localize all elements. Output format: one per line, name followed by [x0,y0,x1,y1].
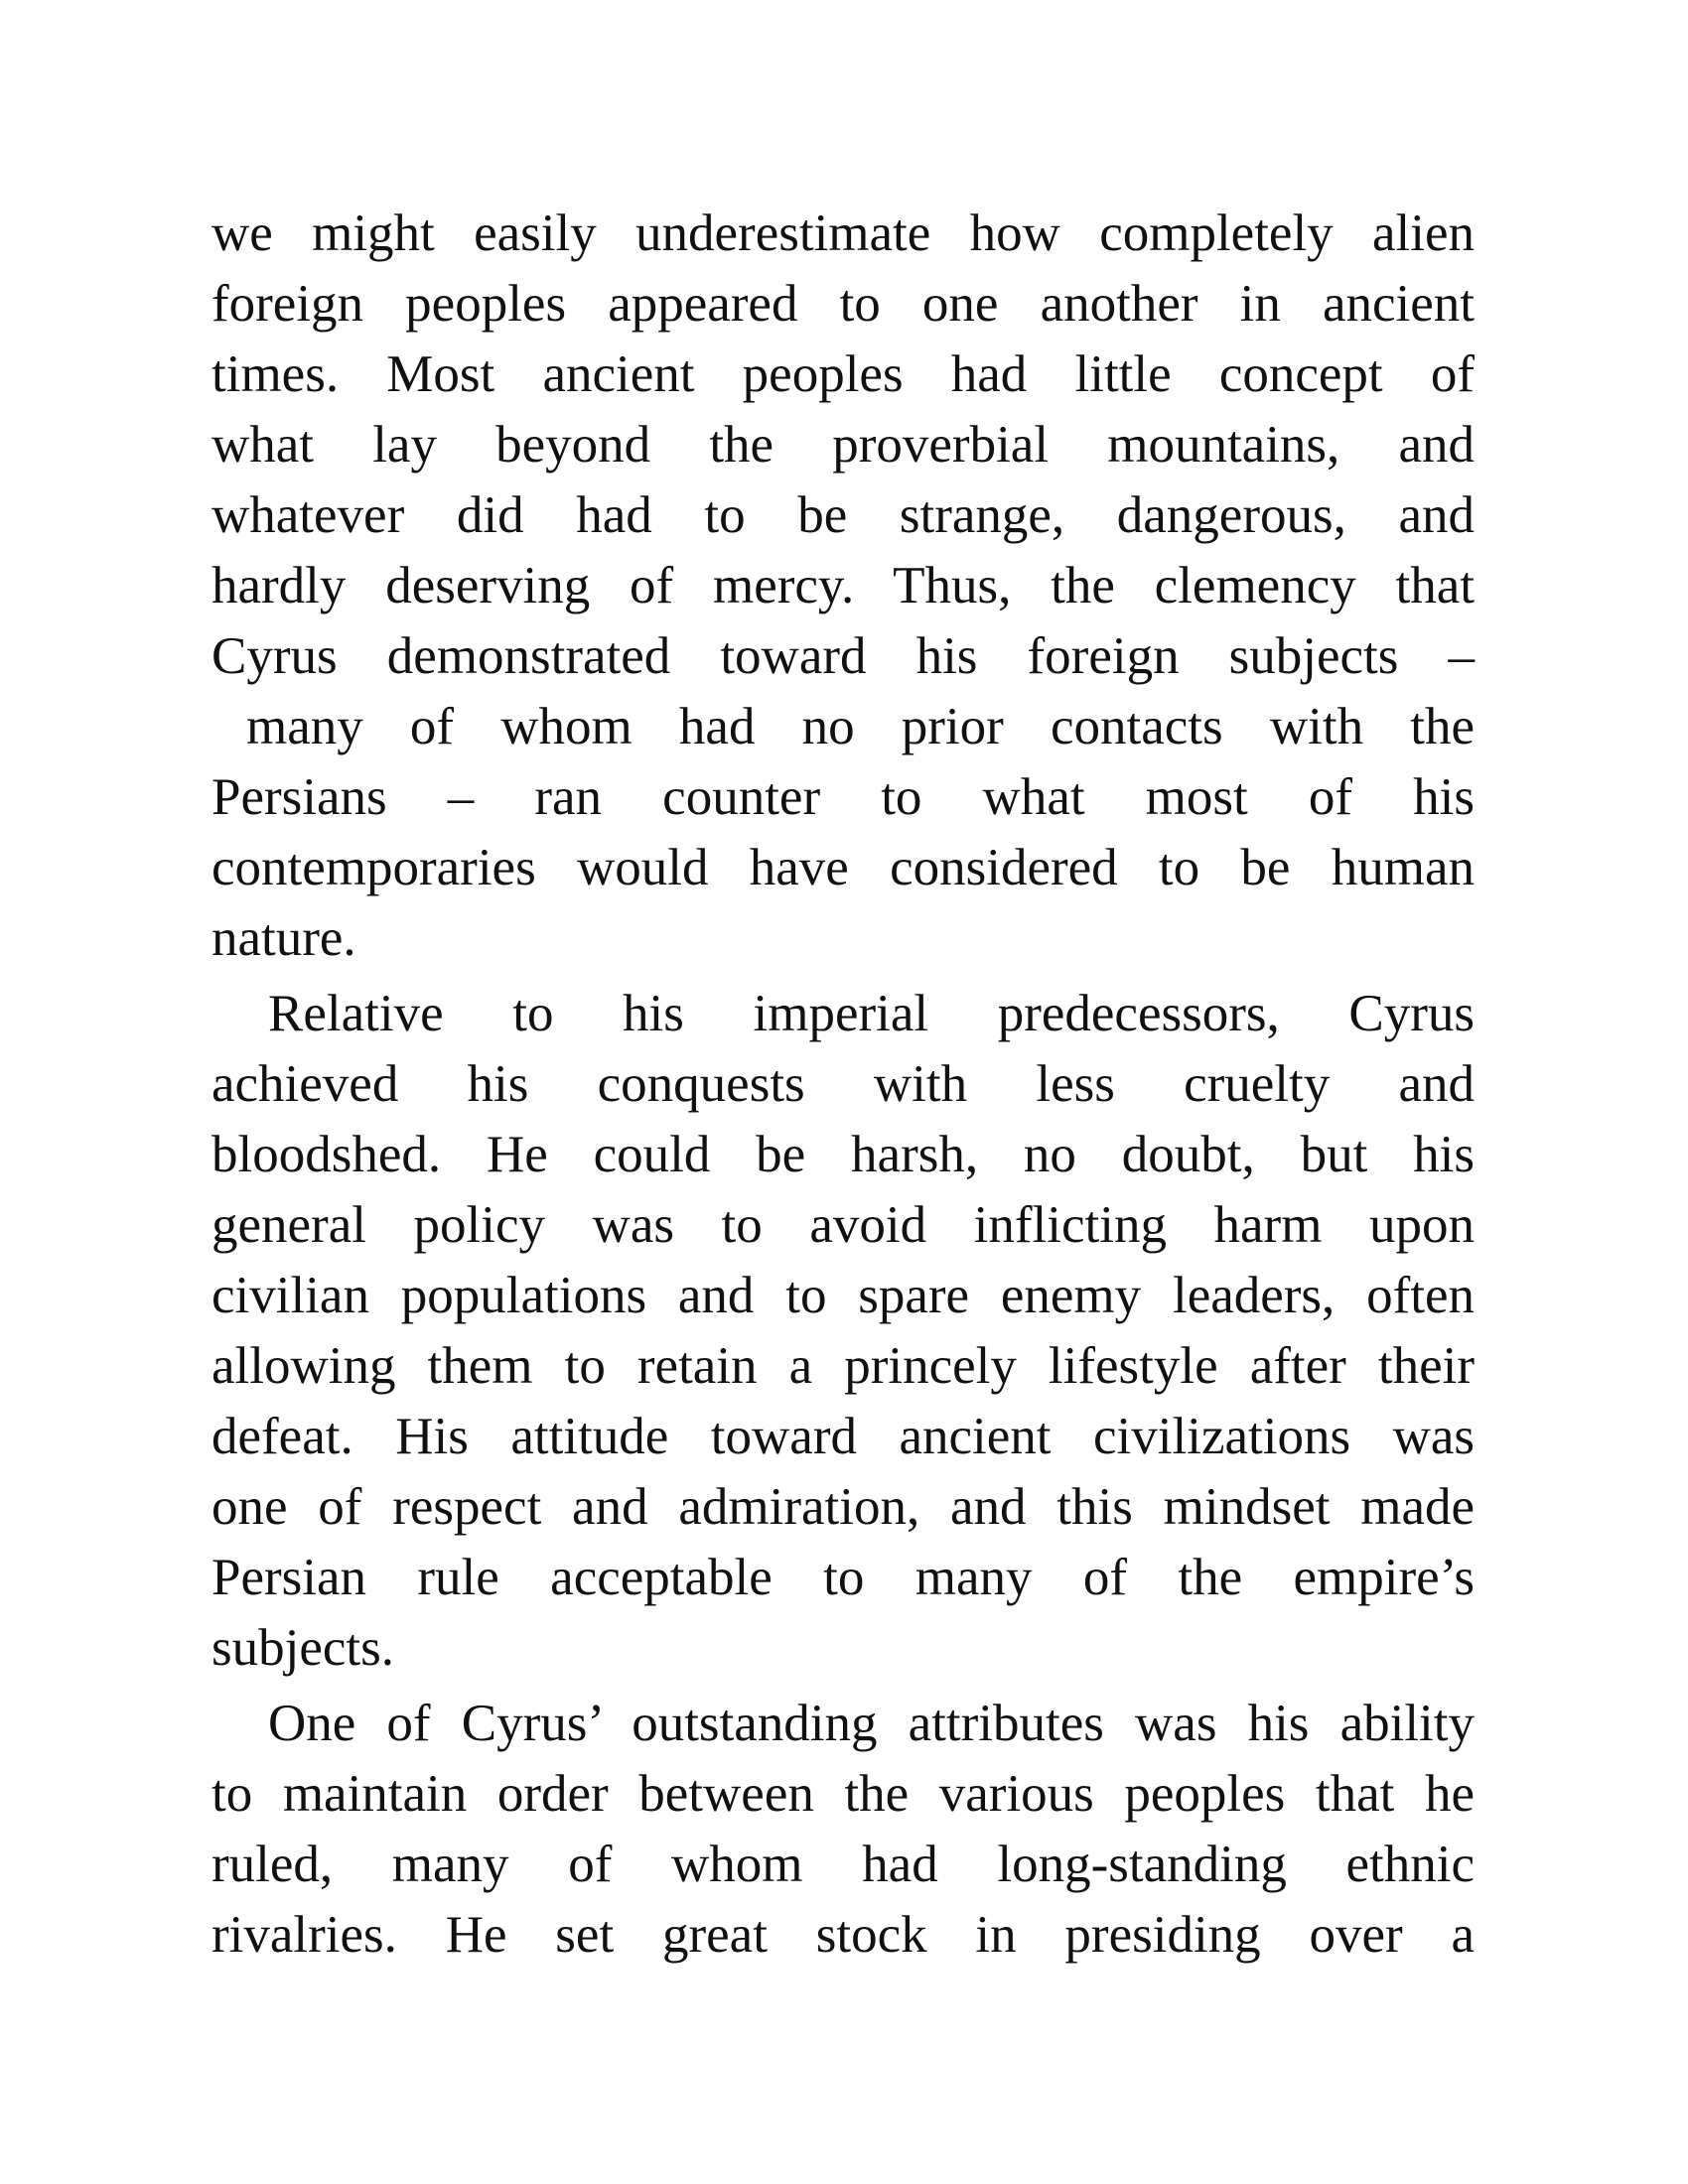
text-line: achieved his conquests with less cruelty and [211,1055,1475,1113]
body-text [211,199,1475,1971]
text-line: subjects. [211,1619,394,1677]
text-line: Cyrus demonstrated toward his foreign subjects – [211,627,1475,685]
text-line: bloodshed. He could be harsh, no doubt, but his [211,1126,1475,1183]
text-line: contemporaries would have considered to be human [211,839,1475,896]
text-line: many of whom had no prior contacts with the [246,698,1475,755]
text-line: hardly deserving of mercy. Thus, the clemency that [211,557,1475,614]
text-line: Persians – ran counter to what most of his [211,768,1475,826]
paragraph-2 [211,979,1475,1684]
text-line: we might easily underestimate how completely alien [211,205,1475,262]
paragraph-3 [211,1689,1475,1971]
text-line: civilian populations and to spare enemy leaders, often [211,1267,1475,1324]
text-line: allowing them to retain a princely lifestyle after their [211,1337,1475,1395]
text-line: rivalries. He set great stock in presiding over a [211,1906,1475,1964]
text-line: One of Cyrus’ outstanding attributes was his ability [268,1695,1475,1752]
text-line: foreign peoples appeared to one another in ancient [211,275,1475,333]
text-line: Relative to his imperial predecessors, Cyrus [268,985,1475,1042]
text-line: whatever did had to be strange, dangerous, and [211,486,1475,544]
text-line: nature. [211,909,356,967]
text-line: what lay beyond the proverbial mountains, and [211,416,1475,474]
text-line: one of respect and admiration, and this mindset made [211,1478,1475,1536]
text-line: to maintain order between the various peoples that he [211,1765,1475,1823]
text-line: general policy was to avoid inflicting harm upon [211,1196,1475,1254]
text-line: times. Most ancient peoples had little concept of [211,345,1475,403]
text-line: Persian rule acceptable to many of the empire’s [211,1549,1475,1606]
text-line: ruled, many of whom had long-standing ethnic [211,1836,1475,1893]
paragraph-1 [211,199,1475,974]
text-line: defeat. His attitude toward ancient civilizations was [211,1408,1475,1465]
